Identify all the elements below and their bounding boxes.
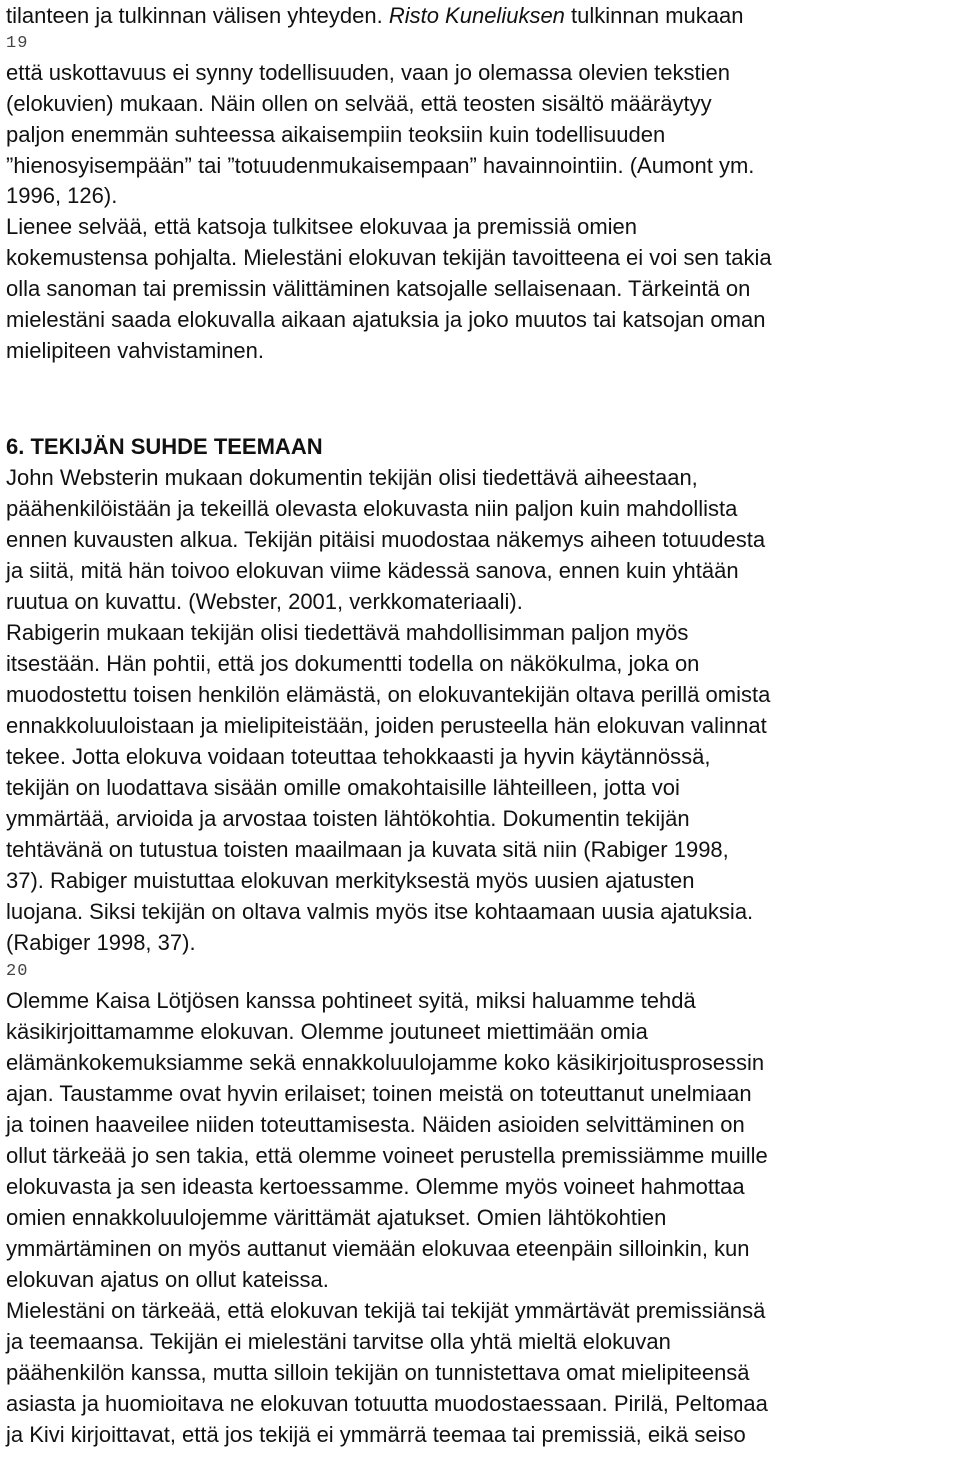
text-line: Mielestäni on tärkeää, että elokuvan tekijä tai tekijät ymmärtävät premissiänsä <box>6 1298 766 1323</box>
text-fragment: tulkinnan mukaan <box>564 3 744 28</box>
text-line: mielestäni saada elokuvalla aikaan ajatuksia ja joko muutos tai katsojan oman <box>6 307 766 332</box>
text-line: 37). Rabiger muistuttaa elokuvan merkityksestä myös uusien ajatusten <box>6 868 695 893</box>
text-line: John Websterin mukaan dokumentin tekijän olisi tiedettävä aiheestaan, <box>6 465 698 490</box>
text-fragment: tilanteen ja tulkinnan välisen yhteyden. <box>6 3 389 28</box>
text-line: elokuvasta ja sen ideasta kertoessamme. Olemme myös voineet hahmottaa <box>6 1174 745 1199</box>
text-line: että uskottavuus ei synny todellisuuden, vaan jo olemassa olevien tekstien <box>6 60 730 85</box>
text-line: omien ennakkoluulojemme värittämät ajatukset. Omien lähtökohtien <box>6 1205 667 1230</box>
text-line: muodostettu toisen henkilön elämästä, on elokuvantekijän oltava perillä omista <box>6 682 771 707</box>
text-line: Lienee selvää, että katsoja tulkitsee elokuvaa ja premissiä omien <box>6 214 638 239</box>
text-line: ruutua on kuvattu. (Webster, 2001, verkkomateriaali). <box>6 589 523 614</box>
text-line: tekee. Jotta elokuva voidaan toteuttaa tehokkaasti ja hyvin käytännössä, <box>6 744 711 769</box>
text-line: olla sanoman tai premissin välittäminen katsojalle sellaisenaan. Tärkeintä on <box>6 276 751 301</box>
text-line: päähenkilöistään ja tekeillä olevasta elokuvasta niin paljon kuin mahdollista <box>6 496 738 521</box>
text-line: Rabigerin mukaan tekijän olisi tiedettävä mahdollisimman paljon myös <box>6 620 689 645</box>
section-heading: 6. TEKIJÄN SUHDE TEEMAAN <box>6 434 323 459</box>
text-line: tekijän on luodattava sisään omille omakohtaisille lähteilleen, jotta voi <box>6 775 680 800</box>
text-line: kokemustensa pohjalta. Mielestäni elokuvan tekijän tavoitteena ei voi sen takia <box>6 245 772 270</box>
text-line: ajan. Taustamme ovat hyvin erilaiset; toinen meistä on toteuttanut unelmiaan <box>6 1081 752 1106</box>
text-line: elämänkokemuksiamme sekä ennakkoluulojamme koko käsikirjoitusprosessin <box>6 1050 765 1075</box>
emphasized-author-name: Risto Kuneliuksen <box>388 3 565 28</box>
text-line: ja Kivi kirjoittavat, että jos tekijä ei ymmärrä teemaa tai premissiä, eikä seiso <box>6 1422 746 1447</box>
text-line: (Rabiger 1998, 37). <box>6 930 196 955</box>
text-line: ja teemaansa. Tekijän ei mielestäni tarvitse olla yhtä mieltä elokuvan <box>6 1329 671 1354</box>
text-line: mielipiteen vahvistaminen. <box>6 338 265 363</box>
text-line: luojana. Siksi tekijän on oltava valmis myös itse kohtaamaan uusia ajatuksia. <box>6 899 754 924</box>
text-line: elokuvan ajatus on ollut kateissa. <box>6 1267 329 1292</box>
text-line: päähenkilön kanssa, mutta silloin tekijän on tunnistettava omat mielipiteensä <box>6 1360 750 1385</box>
text-line <box>6 0 743 31</box>
text-line: ollut tärkeää jo sen takia, että olemme voineet perustella premissiämme muille <box>6 1143 768 1168</box>
text-line: asiasta ja huomioitava ne elokuvan totuutta muodostaessaan. Pirilä, Peltomaa <box>6 1391 768 1416</box>
text-line: (elokuvien) mukaan. Näin ollen on selvää, että teosten sisältö määräytyy <box>6 91 712 116</box>
text-line: itsestään. Hän pohtii, että jos dokumentti todella on näkökulma, joka on <box>6 651 700 676</box>
text-line: ja siitä, mitä hän toivoo elokuvan viime kädessä sanova, ennen kuin yhtään <box>6 558 739 583</box>
text-line: ymmärtäminen on myös auttanut viemään elokuvaa eteenpäin silloinkin, kun <box>6 1236 750 1261</box>
text-line: ymmärtää, arvioida ja arvostaa toisten lähtökohtia. Dokumentin tekijän <box>6 806 690 831</box>
text-line: tehtävänä on tutustua toisten maailmaan ja kuvata sitä niin (Rabiger 1998, <box>6 837 729 862</box>
text-line: ”hienosyisempään” tai ”totuudenmukaisempaan” havainnointiin. (Aumont ym. <box>6 153 755 178</box>
text-line: Olemme Kaisa Lötjösen kanssa pohtineet syitä, miksi haluamme tehdä <box>6 988 696 1013</box>
text-line: 1996, 126). <box>6 183 118 208</box>
text-line: ja toinen haaveilee niiden toteuttamisesta. Näiden asioiden selvittäminen on <box>6 1112 745 1137</box>
footnote-marker: 19 <box>6 34 29 53</box>
text-line: paljon enemmän suhteessa aikaisempiin teoksiin kuin todellisuuden <box>6 122 666 147</box>
footnote-marker: 20 <box>6 962 29 981</box>
text-line: ennen kuvausten alkua. Tekijän pitäisi muodostaa näkemys aiheen totuudesta <box>6 527 766 552</box>
text-line: käsikirjoittamamme elokuvan. Olemme joutuneet miettimään omia <box>6 1019 648 1044</box>
text-line: ennakkoluuloistaan ja mielipiteistään, joiden perusteella hän elokuvan valinnat <box>6 713 767 738</box>
